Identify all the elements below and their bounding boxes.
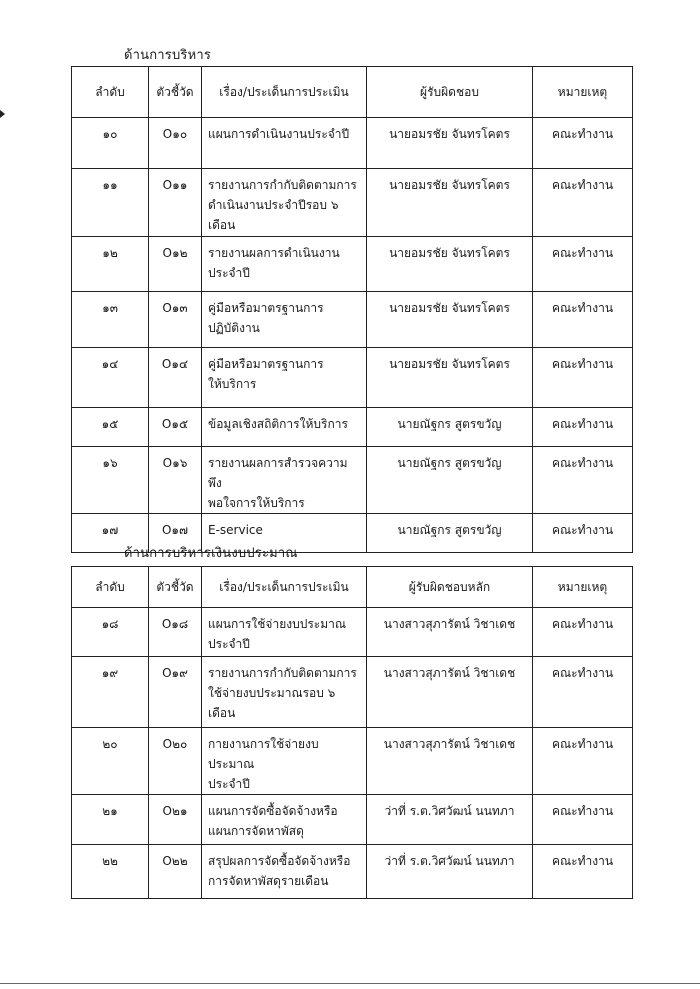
row-topic: แผนการจัดซื้อจัดจ้างหรือ แผนการจัดหาพัสดุ	[208, 804, 338, 838]
row-responsible: นายอมรชัย จันทรโคตร	[389, 301, 510, 315]
row-responsible-cell	[367, 237, 533, 292]
table-row	[72, 169, 633, 237]
table-header-row	[72, 67, 633, 118]
row-remark-cell	[533, 728, 633, 795]
row-number: ๑๔	[101, 357, 119, 371]
table-row	[72, 608, 633, 657]
row-remark-cell	[533, 292, 633, 348]
row-number-cell	[72, 795, 149, 845]
header-remark: หมายเหตุ	[533, 67, 633, 118]
row-remark-cell	[533, 408, 633, 447]
row-remark-cell	[533, 514, 633, 553]
page-edge-mark	[0, 110, 5, 118]
row-remark: คณะทำงาน	[551, 357, 614, 371]
row-number-cell	[72, 728, 149, 795]
row-responsible-cell	[367, 348, 533, 408]
row-topic: รายงานผลการสำรวจความพึง พอใจการให้บริการ	[208, 456, 348, 510]
row-number: ๒๑	[102, 804, 118, 818]
row-number-cell	[72, 657, 149, 728]
row-number-cell	[72, 118, 149, 169]
table-row	[72, 447, 633, 514]
row-responsible: นายอมรชัย จันทรโคตร	[389, 357, 510, 371]
row-topic-cell	[202, 118, 367, 169]
row-number-cell	[72, 845, 149, 899]
row-indicator-cell	[149, 657, 202, 728]
table-row	[72, 292, 633, 348]
row-remark: คณะทำงาน	[551, 417, 614, 431]
row-indicator-cell	[149, 447, 202, 514]
row-indicator-cell	[149, 237, 202, 292]
row-indicator-cell	[149, 118, 202, 169]
row-responsible: นายณัฐกร สูตรขวัญ	[397, 456, 502, 470]
row-number: ๑๙	[101, 666, 119, 680]
row-topic: แผนการดำเนินงานประจำปี	[208, 127, 350, 141]
administration-table	[71, 66, 633, 553]
header-no: ลำดับ	[72, 67, 149, 118]
row-indicator: O๑๐	[162, 127, 188, 141]
row-number: ๑๒	[102, 246, 118, 260]
row-remark: คณะทำงาน	[551, 127, 614, 141]
row-number-cell	[72, 169, 149, 237]
row-indicator-cell	[149, 845, 202, 899]
header-topic: เรื่อง/ประเด็นการประเมิน	[202, 67, 367, 118]
row-responsible: นายณัฐกร สูตรขวัญ	[397, 523, 502, 537]
header-topic: เรื่อง/ประเด็นการประเมิน	[202, 567, 367, 608]
row-indicator: O๑๒	[162, 246, 188, 260]
row-number: ๑๓	[102, 301, 118, 315]
row-remark-cell	[533, 348, 633, 408]
budget-table	[71, 566, 633, 899]
table-row	[72, 237, 633, 292]
row-topic-cell	[202, 169, 367, 237]
row-topic: E-service	[208, 523, 263, 537]
row-number: ๑๑	[102, 178, 118, 192]
row-number: ๑๘	[101, 617, 119, 631]
row-number-cell	[72, 408, 149, 447]
row-responsible: นายอมรชัย จันทรโคตร	[389, 127, 510, 141]
row-indicator: O๑๖	[162, 456, 188, 470]
row-responsible: นางสาวสุภารัตน์ วิชาเดช	[383, 666, 516, 680]
row-topic: รายงานผลการดำเนินงาน ประจำปี	[208, 246, 340, 280]
header-responsible: ผู้รับผิดชอบหลัก	[367, 567, 533, 608]
row-responsible-cell	[367, 728, 533, 795]
row-indicator: O๑๙	[162, 666, 188, 680]
header-responsible: ผู้รับผิดชอบ	[367, 67, 533, 118]
table-row	[72, 845, 633, 899]
row-responsible: นายอมรชัย จันทรโคตร	[389, 178, 510, 192]
table-row	[72, 348, 633, 408]
row-responsible-cell	[367, 447, 533, 514]
row-topic-cell	[202, 237, 367, 292]
row-number-cell	[72, 292, 149, 348]
row-remark-cell	[533, 657, 633, 728]
row-responsible: นางสาวสุภารัตน์ วิชาเดช	[383, 617, 516, 631]
row-number: ๒๒	[102, 854, 118, 868]
row-remark: คณะทำงาน	[551, 523, 614, 537]
row-topic-cell	[202, 447, 367, 514]
row-topic-cell	[202, 292, 367, 348]
row-responsible: ว่าที่ ร.ต.วิศวัฒน์ นนทภา	[384, 804, 515, 818]
row-number-cell	[72, 447, 149, 514]
row-indicator: O๑๔	[161, 357, 189, 371]
row-remark-cell	[533, 447, 633, 514]
row-number-cell	[72, 608, 149, 657]
row-remark: คณะทำงาน	[551, 617, 614, 631]
row-topic-cell	[202, 728, 367, 795]
row-topic: รายงานการกำกับติดตามการ ใช้จ่ายงบประมาณรอบ ๖ เดือน	[208, 666, 357, 720]
row-remark: คณะทำงาน	[551, 178, 614, 192]
row-responsible: นางสาวสุภารัตน์ วิชาเดช	[383, 737, 516, 751]
row-remark-cell	[533, 608, 633, 657]
row-topic: รายงานการกำกับติดตามการ ดำเนินงานประจำปีรอบ ๖ เดือน	[208, 178, 357, 232]
row-indicator-cell	[149, 348, 202, 408]
row-number: ๑๕	[101, 417, 119, 431]
table-row	[72, 657, 633, 728]
row-remark-cell	[533, 169, 633, 237]
row-number: ๑๗	[101, 523, 119, 537]
row-indicator: O๑๓	[162, 301, 188, 315]
row-remark: คณะทำงาน	[551, 456, 614, 470]
row-indicator-cell	[149, 408, 202, 447]
row-topic: กายงานการใช้จ่ายงบประมาณ ประจำปี	[208, 737, 319, 791]
row-remark: คณะทำงาน	[551, 246, 614, 260]
row-topic: แผนการใช้จ่ายงบประมาณ ประจำปี	[208, 617, 346, 651]
table-row	[72, 728, 633, 795]
row-responsible-cell	[367, 408, 533, 447]
row-number: ๒๐	[102, 737, 118, 751]
row-remark-cell	[533, 845, 633, 899]
row-indicator-cell	[149, 608, 202, 657]
header-no: ลำดับ	[72, 567, 149, 608]
header-remark: หมายเหตุ	[533, 567, 633, 608]
row-responsible-cell	[367, 169, 533, 237]
row-indicator: O๒๐	[162, 737, 188, 751]
row-topic: ข้อมูลเชิงสถิติการให้บริการ	[208, 417, 348, 431]
row-responsible: ว่าที่ ร.ต.วิศวัฒน์ นนทภา	[384, 854, 515, 868]
row-indicator: O๒๑	[162, 804, 188, 818]
row-topic: สรุปผลการจัดซื้อจัดจ้างหรือ การจัดหาพัสดุรายเดือน	[208, 854, 351, 888]
row-indicator: O๑๘	[161, 617, 189, 631]
row-topic: คู่มือหรือมาตรฐานการ ให้บริการ	[208, 357, 324, 391]
row-indicator: O๑๗	[161, 523, 189, 537]
row-topic-cell	[202, 845, 367, 899]
row-responsible-cell	[367, 292, 533, 348]
row-responsible-cell	[367, 657, 533, 728]
row-topic-cell	[202, 608, 367, 657]
row-topic-cell	[202, 795, 367, 845]
row-number-cell	[72, 237, 149, 292]
row-indicator-cell	[149, 728, 202, 795]
row-topic-cell	[202, 348, 367, 408]
row-indicator: O๒๒	[162, 854, 188, 868]
row-remark: คณะทำงาน	[551, 737, 614, 751]
row-remark: คณะทำงาน	[551, 854, 614, 868]
row-remark: คณะทำงาน	[551, 804, 614, 818]
row-indicator: O๑๑	[162, 178, 188, 192]
row-remark: คณะทำงาน	[551, 666, 614, 680]
row-number: ๑๖	[102, 456, 118, 470]
row-topic-cell	[202, 408, 367, 447]
page-bottom-edge	[0, 983, 700, 984]
row-number-cell	[72, 348, 149, 408]
row-responsible-cell	[367, 514, 533, 553]
table-row	[72, 408, 633, 447]
section-title-administration: ด้านการบริหาร	[124, 48, 212, 63]
row-remark-cell	[533, 118, 633, 169]
row-responsible: นายอมรชัย จันทรโคตร	[389, 246, 510, 260]
row-responsible-cell	[367, 795, 533, 845]
row-topic: คู่มือหรือมาตรฐานการ ปฏิบัติงาน	[208, 301, 324, 335]
row-responsible-cell	[367, 608, 533, 657]
row-indicator-cell	[149, 795, 202, 845]
header-indicator: ตัวชี้วัด	[149, 67, 202, 118]
row-topic-cell	[202, 657, 367, 728]
section-title-budget: ด้านการบริหารเงินงบประมาณ	[124, 546, 298, 561]
row-responsible-cell	[367, 118, 533, 169]
row-responsible: นายณัฐกร สูตรขวัญ	[397, 417, 502, 431]
row-remark-cell	[533, 237, 633, 292]
row-responsible-cell	[367, 845, 533, 899]
row-indicator: O๑๕	[161, 417, 189, 431]
table-row	[72, 795, 633, 845]
table-header-row	[72, 567, 633, 608]
row-remark: คณะทำงาน	[551, 301, 614, 315]
table-row	[72, 118, 633, 169]
row-number: ๑๐	[102, 127, 118, 141]
header-indicator: ตัวชี้วัด	[149, 567, 202, 608]
row-indicator-cell	[149, 292, 202, 348]
row-remark-cell	[533, 795, 633, 845]
row-indicator-cell	[149, 169, 202, 237]
